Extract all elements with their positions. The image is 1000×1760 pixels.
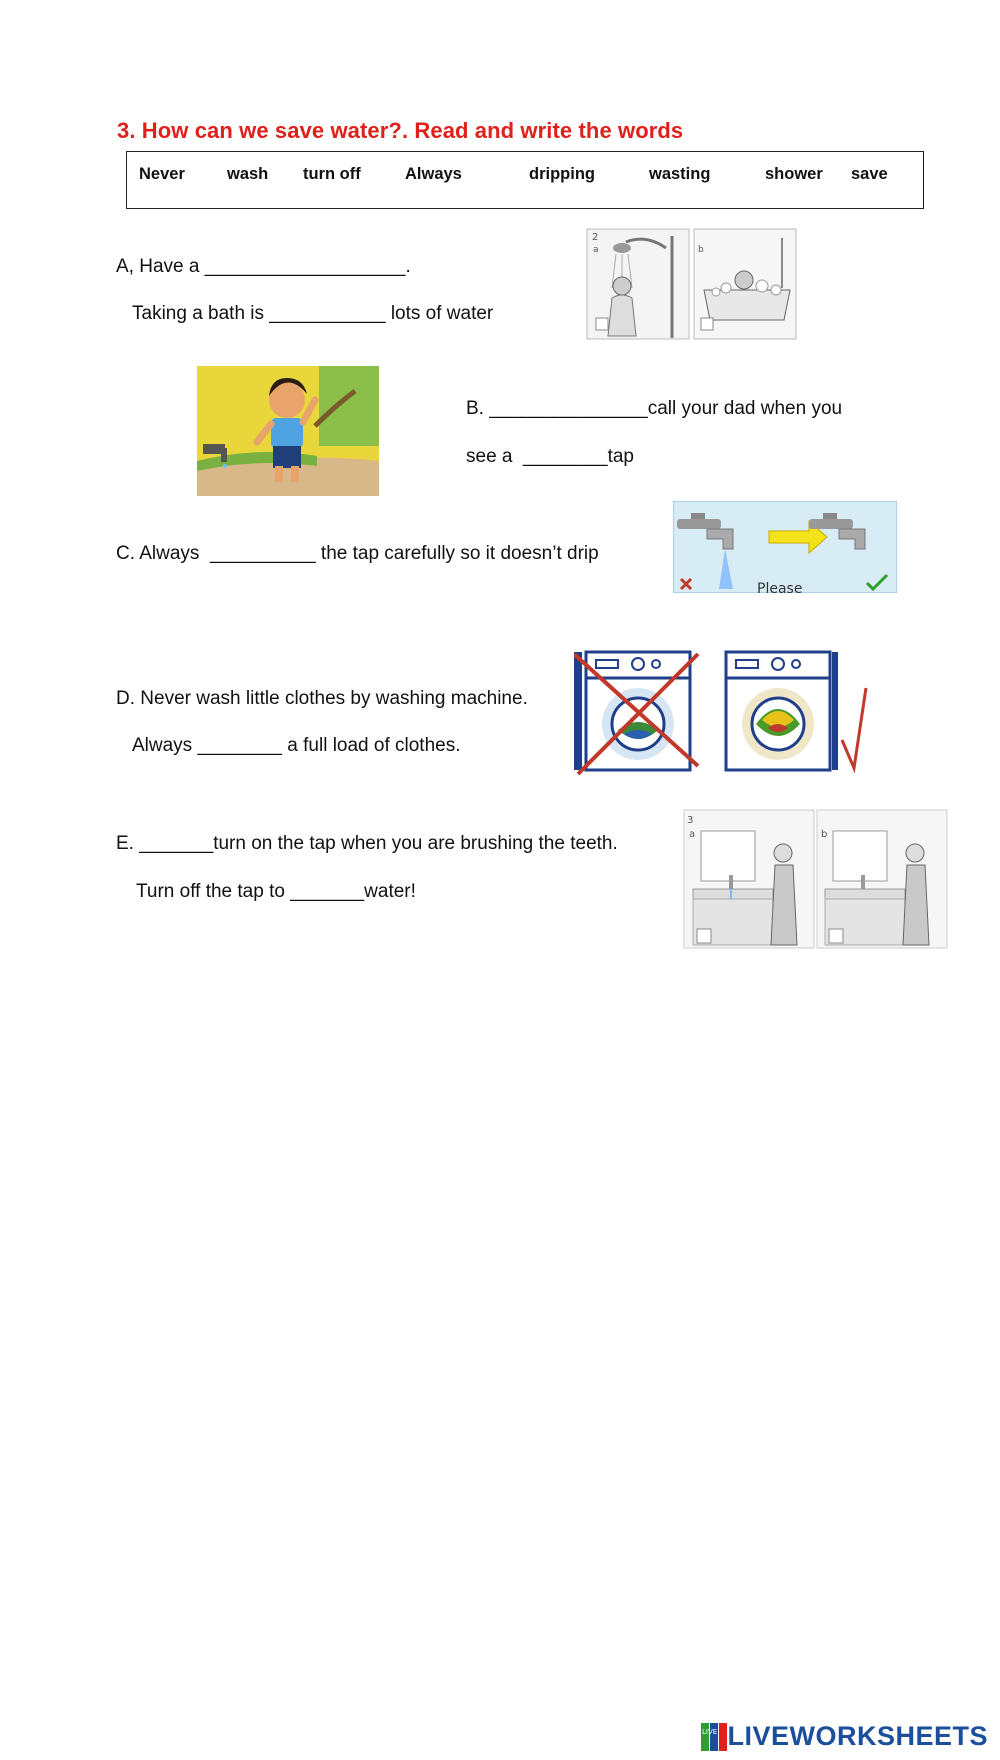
washing-machines-picture xyxy=(574,648,872,776)
item-d-line1: D. Never wash little clothes by washing machine. xyxy=(116,688,528,709)
exercise-title: 3. How can we save water?. Read and write the words xyxy=(117,118,684,143)
word-bank-word: dripping xyxy=(529,165,595,183)
item-d-line2: Always ________ a full load of clothes. xyxy=(132,735,461,756)
word-bank-word: wasting xyxy=(649,165,711,183)
shower-vs-bath-picture xyxy=(586,228,798,340)
logo-badge-text: LIVE xyxy=(702,1727,718,1736)
item-e-line2: Turn off the tap to _______water! xyxy=(136,881,416,902)
word-bank-word: save xyxy=(851,165,888,183)
picture-number: 2 xyxy=(592,232,599,243)
brushing-teeth-picture xyxy=(683,809,948,949)
item-b-line2: see a ________tap xyxy=(466,446,634,467)
logo-text: LIVEWORKSHEETS xyxy=(727,1721,988,1751)
word-bank-word: shower xyxy=(765,165,823,183)
item-b-line1: B. _______________call your dad when you xyxy=(466,398,843,419)
item-a-line1: A, Have a ___________________. xyxy=(116,256,411,277)
picture-label-a: a xyxy=(593,245,599,255)
word-bank xyxy=(126,151,924,209)
turn-off-tap-picture xyxy=(673,501,897,593)
liveworksheets-logo xyxy=(701,1721,988,1752)
picture-label-b: b xyxy=(821,829,828,840)
item-c-line1: C. Always __________ the tap carefully so it doesn’t drip xyxy=(116,543,599,564)
word-bank-word: wash xyxy=(227,165,269,183)
item-e-line1: E. _______turn on the tap when you are brushing the teeth. xyxy=(116,833,618,854)
boy-dripping-tap-picture xyxy=(197,366,379,496)
word-bank-word: turn off xyxy=(303,165,361,183)
word-bank-word: Always xyxy=(405,165,462,183)
picture-label-b: b xyxy=(698,245,704,255)
item-a-line2: Taking a bath is ___________ lots of water xyxy=(132,303,494,324)
word-bank-word: Never xyxy=(139,165,185,183)
picture-caption: Please xyxy=(757,581,803,593)
picture-label-a: a xyxy=(689,829,696,840)
logo-badge-icon xyxy=(701,1723,727,1751)
picture-number: 3 xyxy=(687,815,694,826)
